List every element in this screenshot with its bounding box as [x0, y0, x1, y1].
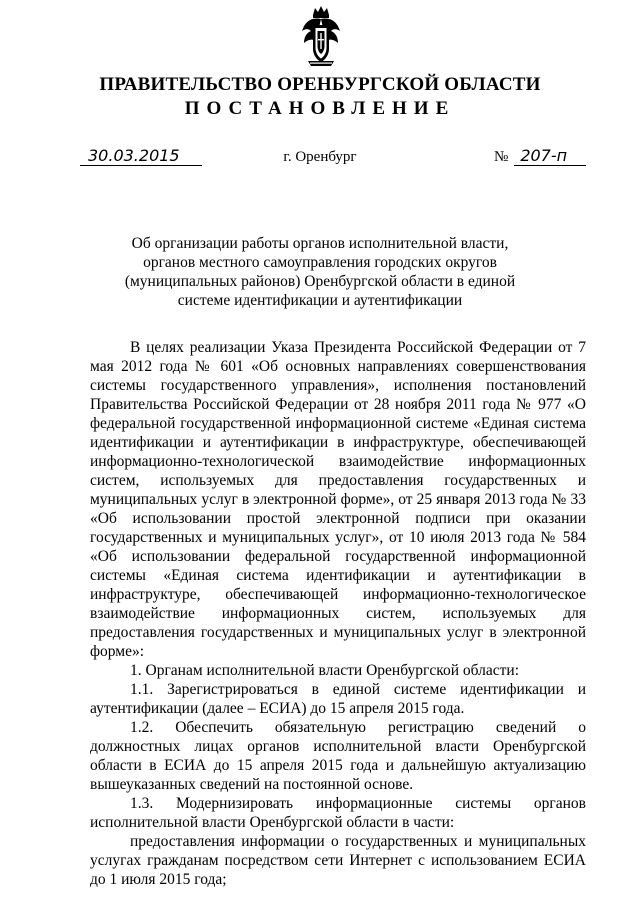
body-paragraph: предоставления информации о государственных и муниципальных услугах гражданам посредством сети Интернет с использованием ЕСИА до 1 июля 2015 года;: [90, 833, 586, 888]
document-date: 30.03.2015: [80, 147, 202, 166]
document-subject: Об организации работы органов исполнительной власти, органов местного самоуправления городских округов (муниципальных районов) Оренбургской области в единой системе идентификации и аутентификации: [124, 235, 516, 309]
document-body: [90, 338, 586, 889]
body-paragraph: 1. Органам исполнительной власти Оренбургской области:: [130, 662, 520, 679]
body-paragraph: 1.2. Обеспечить обязательную регистрацию сведений о должностных лицах органов исполнительной власти Оренбургской области в ЕСИА до 15 апреля 2015 года и дальнейшую актуализацию вышеуказанных сведений на постоянной основе.: [90, 719, 586, 793]
body-paragraph: 1.1. Зарегистрироваться в единой системе идентификации и аутентификации (далее – ЕСИА) до 15 апреля 2015 года.: [90, 681, 586, 717]
number-label: №: [494, 149, 509, 165]
document-number: 207-п: [514, 147, 586, 166]
body-paragraph: 1.3. Модернизировать информационные системы органов исполнительной власти Оренбургской области в части:: [90, 795, 586, 831]
document-number-block: [494, 147, 586, 166]
document-city: г. Оренбург: [283, 149, 357, 165]
document-type-title: ПОСТАНОВЛЕНИЕ: [184, 98, 456, 119]
coat-of-arms-icon: [300, 5, 342, 67]
body-paragraph: В целях реализации Указа Президента Российской Федерации от 7 мая 2012 года № 601 «Об основных направлениях совершенствования системы государственного управления», исполнения постановлений Правительства Российской Федерации от 28 ноября 2011 года № 977 «О федеральной государственной информационной системе «Единая система идентификации и аутентификации в инфраструктуре, обеспечивающей информационно-технологической взаимодействие информационных систем, используемых для предоставления государственных и муниципальных услуг в электронной форме», от 25 января 2013 года № 33 «Об использовании простой электронной подписи при оказании государственных и муниципальных услуг», от 10 июля 2013 года № 584 «Об использовании федеральной государственной информационной системы «Единая система идентификации и аутентификации в инфраструктуре, обеспечивающей информационно-технологическое взаимодействие информационных систем, используемых для предоставления государственных и муниципальных услуг в электронной форме»:: [90, 339, 586, 660]
government-title: ПРАВИТЕЛЬСТВО ОРЕНБУРГСКОЙ ОБЛАСТИ: [99, 74, 541, 95]
